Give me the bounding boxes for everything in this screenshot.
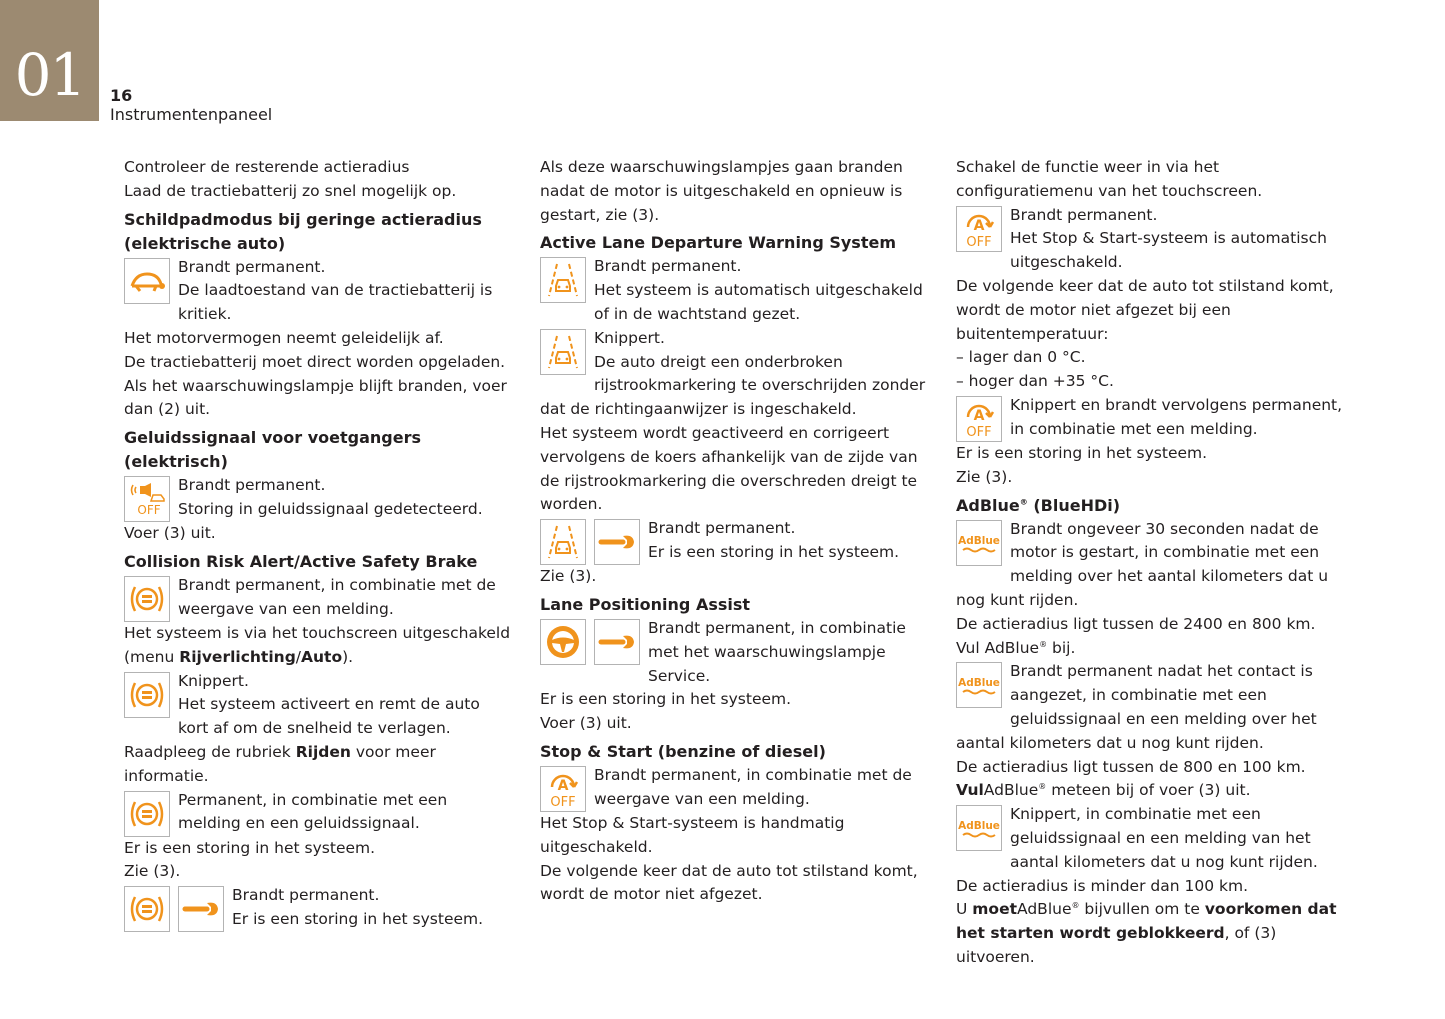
wrench-service-icon — [594, 519, 640, 565]
paragraph: Het systeem is via het touchscreen uitgeschakeld (menu Rijverlichting/Auto). — [124, 623, 511, 666]
warning-line: Storing in geluidssignaal gedetecteerd. — [178, 499, 483, 518]
lane-departure-icon — [540, 329, 586, 375]
collision-alert-icon — [124, 791, 170, 837]
heading-lane-departure: Active Lane Departure Warning System — [540, 233, 896, 253]
paragraph: Raadpleeg de rubriek Rijden voor meer informatie. — [124, 742, 436, 785]
warning-line: Brandt permanent. — [594, 257, 742, 276]
adblue-icon — [956, 520, 1002, 566]
stop-start-off-icon — [956, 206, 1002, 252]
wrench-service-icon — [178, 886, 224, 932]
column-1 — [124, 156, 514, 932]
paragraph: U moetAdBlue® bijvullen om te voorkomen dat het starten wordt geblokkeerd, of (3) uitvoeren. — [956, 900, 1337, 966]
paragraph: Voer (3) uit. — [540, 714, 632, 733]
warning-line: Brandt permanent. — [178, 476, 326, 495]
lane-departure-icon — [540, 519, 586, 565]
heading-lane-positioning: Lane Positioning Assist — [540, 594, 751, 614]
heading-adblue: AdBlue® (BlueHDi) — [956, 495, 1121, 515]
paragraph: Voer (3) uit. — [124, 524, 216, 543]
section-title: Instrumentenpaneel — [110, 105, 273, 124]
off-label: OFF — [966, 234, 992, 249]
paragraph: Zie (3). — [956, 467, 1013, 486]
collision-alert-icon — [124, 886, 170, 932]
warning-line: Knippert. — [594, 328, 665, 347]
warning-line: Brandt permanent. — [1010, 205, 1158, 224]
paragraph: De actieradius ligt tussen de 800 en 100 km. — [956, 757, 1306, 776]
paragraph: Controleer de resterende actieradius — [124, 158, 410, 176]
heading-collision-risk: Collision Risk Alert/Active Safety Brake — [124, 551, 478, 571]
auto-letter: A — [557, 777, 569, 794]
paragraph: Zie (3). — [540, 567, 597, 586]
warning-line: Brandt permanent. — [232, 886, 380, 905]
paragraph: Laad de tractiebatterij zo snel mogelijk op. — [124, 181, 457, 200]
column-3 — [956, 156, 1346, 970]
warning-text: Knippert, in combinatie met een geluidssignaal en een melding van het aantal kilometers dat u nog kunt rijden. — [1010, 805, 1318, 871]
warning-line: Brandt permanent. — [648, 519, 796, 538]
heading-turtle-mode: Schildpadmodus bij geringe actieradius (elektrische auto) — [124, 209, 482, 253]
icon-pair-row — [124, 884, 514, 932]
stop-start-off-icon — [540, 766, 586, 812]
chapter-tab — [0, 0, 99, 121]
paragraph: VulAdBlue® meteen bij of voer (3) uit. — [956, 781, 1251, 800]
warning-text: Brandt permanent nadat het contact is aangezet, in combinatie met een geluidssignaal en een melding over het aantal kilometers dat u nog kunt rijden. — [956, 662, 1317, 752]
column-2 — [540, 156, 930, 907]
pedestrian-sound-off-icon — [124, 476, 170, 522]
auto-letter: A — [973, 217, 985, 234]
paragraph: Er is een storing in het systeem. — [540, 690, 792, 709]
heading-pedestrian-sound: Geluidssignaal voor voetgangers (elektrisch) — [124, 428, 421, 472]
warning-line: Brandt permanent. — [178, 257, 326, 276]
lane-departure-icon — [540, 257, 586, 303]
paragraph: Het motorvermogen neemt geleidelijk af. — [124, 328, 444, 347]
paragraph: De volgende keer dat de auto tot stilstand komt, wordt de motor niet afgezet. — [540, 861, 918, 904]
adblue-icon — [956, 662, 1002, 708]
paragraph: Vul AdBlue® bij. — [956, 638, 1076, 657]
warning-line: Knippert. — [178, 671, 249, 690]
warning-line: De laadtoestand van de tractiebatterij is kritiek. — [178, 281, 493, 324]
adblue-label: AdBlue — [958, 677, 1000, 690]
warning-text: Permanent, in combinatie met een melding en een geluidssignaal. — [178, 790, 448, 833]
off-label: OFF — [966, 424, 992, 439]
paragraph: Het systeem wordt geactiveerd en corrigeert vervolgens de koers afhankelijk van de zijde van de rijstrookmarkering die overschreden dreigt te worden. — [540, 423, 918, 514]
collision-alert-icon — [124, 672, 170, 718]
warning-line: Er is een storing in het systeem. — [648, 542, 900, 561]
paragraph: Schakel de functie weer in via het configuratiemenu van het touchscreen. — [956, 158, 1263, 200]
paragraph: Als het waarschuwingslampje blijft branden, voer dan (2) uit. — [124, 376, 507, 419]
paragraph: Er is een storing in het systeem. — [956, 443, 1208, 462]
warning-line: Het Stop & Start-systeem is automatisch uitgeschakeld. — [1010, 229, 1327, 272]
paragraph: De actieradius ligt tussen de 2400 en 800 km. — [956, 614, 1316, 633]
paragraph: Als deze waarschuwingslampjes gaan branden nadat de motor is uitgeschakeld en opnieuw is gestart, zie (3). — [540, 158, 903, 224]
wrench-service-icon — [594, 619, 640, 665]
heading-stop-start: Stop & Start (benzine of diesel) — [540, 741, 826, 761]
warning-text: Brandt ongeveer 30 seconden nadat de motor is gestart, in combinatie met een melding over het aantal kilometers dat u nog kunt rijden. — [956, 519, 1329, 609]
page-number: 16 — [110, 86, 133, 105]
paragraph: Er is een storing in het systeem. — [124, 838, 376, 857]
stop-start-off-icon — [956, 396, 1002, 442]
turtle-warning-icon — [124, 258, 170, 304]
adblue-label: AdBlue — [958, 820, 1000, 833]
auto-letter: A — [973, 407, 985, 424]
warning-line: Er is een storing in het systeem. — [232, 909, 484, 928]
adblue-icon — [956, 805, 1002, 851]
warning-text: Brandt permanent, in combinatie met de weergave van een melding. — [178, 575, 496, 618]
warning-line: Het systeem is automatisch uitgeschakeld of in de wachtstand gezet. — [594, 281, 923, 323]
warning-text: Brandt permanent, in combinatie met de weergave van een melding. — [594, 765, 912, 808]
paragraph: Zie (3). — [124, 862, 181, 881]
list-item: – hoger dan +35 °C. — [956, 372, 1114, 391]
icon-pair-row — [540, 517, 930, 565]
paragraph: De tractiebatterij moet direct worden opgeladen. — [124, 352, 506, 371]
paragraph: Het Stop & Start-systeem is handmatig uitgeschakeld. — [540, 813, 845, 856]
adblue-label: AdBlue — [958, 534, 1000, 547]
collision-alert-icon — [124, 576, 170, 622]
warning-text: Knippert en brandt vervolgens permanent, in combinatie met een melding. — [1010, 395, 1343, 438]
warning-line: Het systeem activeert en remt de auto kort af om de snelheid te verlagen. — [178, 695, 480, 738]
paragraph: De actieradius is minder dan 100 km. — [956, 876, 1248, 895]
warning-text: Brandt permanent, in combinatie met het waarschuwingslampje Service. — [648, 618, 906, 685]
warning-line: De auto dreigt een onderbroken rijstrookmarkering te overschrijden zonder dat de richtingaanwijzer is ingeschakeld. — [540, 352, 926, 419]
steering-wheel-icon — [540, 619, 586, 665]
paragraph: De volgende keer dat de auto tot stilstand komt, wordt de motor niet afgezet bij een buitentemperatuur: — [956, 276, 1334, 343]
off-label: OFF — [550, 794, 576, 809]
list-item: – lager dan 0 °C. — [956, 348, 1086, 367]
chapter-number: 01 — [14, 41, 85, 109]
off-label: OFF — [137, 503, 161, 518]
